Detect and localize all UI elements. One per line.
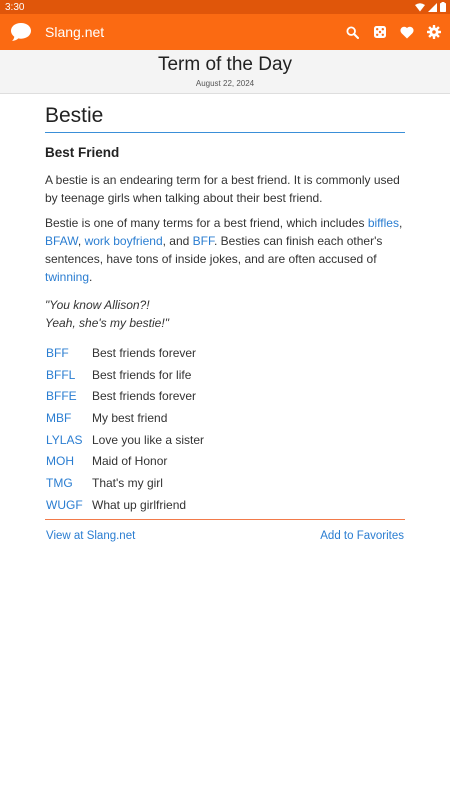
settings-button[interactable]: [425, 24, 442, 41]
chat-bubble-icon[interactable]: [10, 21, 32, 43]
table-row: [46, 364, 204, 386]
example-line-1: "You know Allison?!: [45, 298, 150, 312]
related-term-link[interactable]: BFFE: [46, 389, 77, 404]
term-content: [0, 94, 450, 542]
related-term-definition: My best friend: [92, 410, 168, 425]
definition-paragraph-2: [45, 214, 405, 286]
table-row: [46, 342, 204, 364]
random-button[interactable]: [371, 24, 388, 41]
link-biffles[interactable]: biffles: [367, 216, 399, 230]
related-term-link[interactable]: MBF: [46, 410, 72, 425]
related-term-definition: Love you like a sister: [92, 432, 205, 447]
view-at-slang-link[interactable]: View at Slang.net: [46, 529, 136, 542]
footer-links: [45, 530, 405, 542]
link-work-boyfriend[interactable]: work boyfriend: [84, 234, 163, 248]
related-term-definition: Best friends forever: [92, 345, 197, 360]
term-of-day-header: [0, 50, 450, 94]
term-word: Bestie: [45, 104, 405, 133]
text-segment: ,: [77, 234, 85, 248]
table-row: [46, 429, 204, 451]
related-term-definition: What up girlfriend: [92, 497, 187, 512]
related-term-link[interactable]: MOH: [46, 454, 74, 469]
search-icon: [346, 26, 359, 39]
text-segment: , and: [162, 234, 193, 248]
link-bfaw[interactable]: BFAW: [45, 234, 78, 248]
table-row: [46, 450, 204, 472]
related-term-link[interactable]: BFF: [46, 345, 69, 360]
search-button[interactable]: [344, 24, 361, 41]
related-term-link[interactable]: WUGF: [46, 497, 83, 512]
related-term-definition: Best friends forever: [92, 389, 197, 404]
table-row: [46, 472, 204, 494]
page-title: Term of the Day: [157, 54, 293, 75]
add-to-favorites-link[interactable]: Add to Favorites: [320, 529, 404, 542]
gear-icon: [427, 25, 441, 39]
related-term-definition: Best friends for life: [92, 367, 192, 382]
text-segment: . Besties can finish each other's sentences, have tons of inside jokes, and are often accused of: [45, 234, 383, 266]
favorites-button[interactable]: [398, 24, 415, 41]
status-icons: [415, 2, 446, 12]
status-bar: [0, 0, 450, 14]
table-row: [46, 494, 204, 516]
app-actions: [344, 24, 442, 41]
table-row: [46, 385, 204, 407]
definition-paragraph-1: A bestie is an endearing term for a best friend. It is commonly used by teenage girls when talking about their best friend.: [45, 173, 400, 205]
link-twinning[interactable]: twinning: [45, 270, 90, 284]
date-label: August 22, 2024: [195, 79, 255, 88]
related-term-definition: Maid of Honor: [92, 454, 168, 469]
divider: [45, 519, 405, 520]
signal-icon: [428, 3, 437, 12]
app-bar: [0, 14, 450, 50]
related-term-link[interactable]: LYLAS: [46, 432, 83, 447]
text-segment: .: [89, 270, 93, 284]
battery-icon: [440, 2, 446, 12]
text-segment: Bestie is one of many terms for a best friend, which includes: [45, 216, 368, 230]
text-segment: ,: [398, 216, 403, 230]
table-row: [46, 407, 204, 429]
example-quote: [45, 296, 405, 332]
related-term-link[interactable]: BFFL: [46, 367, 76, 382]
heart-icon: [400, 26, 414, 39]
wifi-icon: [415, 3, 425, 12]
dice-icon: [373, 25, 387, 39]
related-term-definition: That's my girl: [92, 475, 163, 490]
related-terms-table: [46, 342, 204, 516]
related-term-link[interactable]: TMG: [46, 475, 73, 490]
status-time: 3:30: [5, 1, 25, 13]
app-title: Slang.net: [45, 24, 105, 40]
term-meaning: Best Friend: [45, 145, 120, 160]
example-line-2: Yeah, she's my bestie!": [45, 316, 169, 330]
link-bff[interactable]: BFF: [192, 234, 214, 248]
